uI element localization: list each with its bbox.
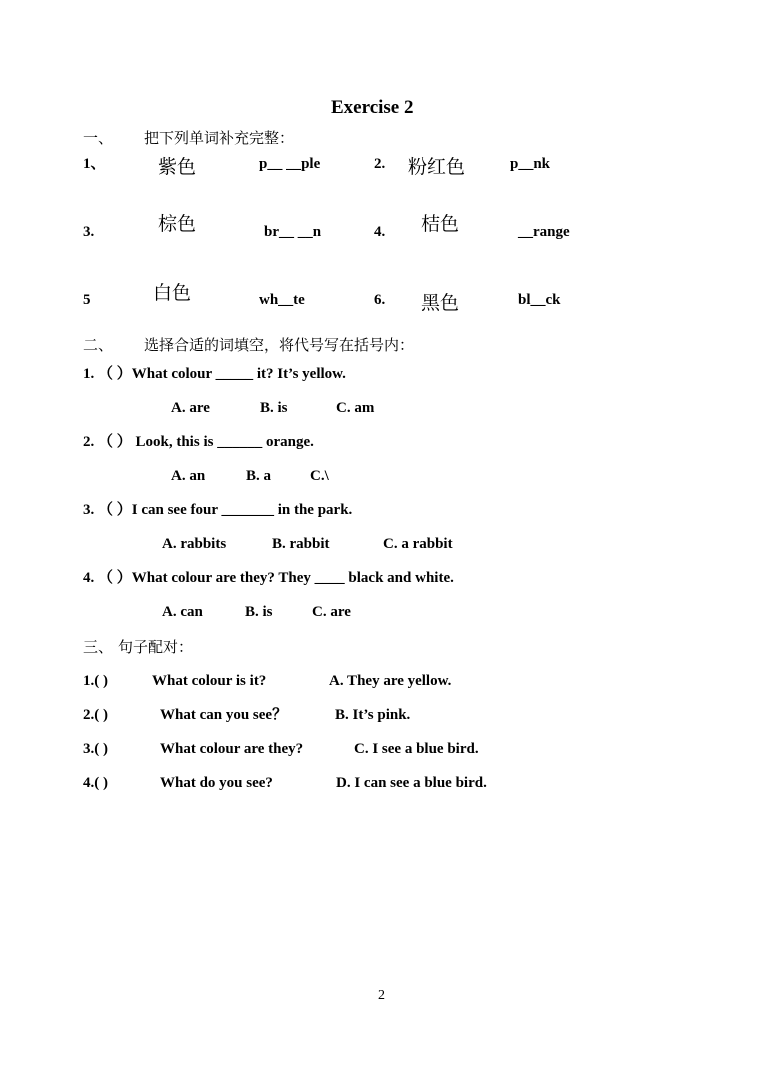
option: B. a <box>246 468 272 484</box>
item-number: 6. <box>374 292 386 308</box>
option: A. rabbits <box>162 536 227 552</box>
item-number: 2. <box>374 156 386 172</box>
match-number: 3.( ) <box>83 741 108 757</box>
option: B. is <box>260 400 288 416</box>
match-question: What do you see? <box>160 775 273 791</box>
incomplete-word: p__ __ple <box>259 156 321 172</box>
chinese-word: 紫色 <box>158 156 197 178</box>
match-question: What can you see？ <box>160 707 288 723</box>
chinese-word: 粉红色 <box>408 156 466 178</box>
question-text: 1. （ ）What colour _____ it? It’s yellow. <box>83 366 346 382</box>
match-question: What colour is it? <box>152 673 267 689</box>
match-answer: C. I see a blue bird. <box>354 741 479 757</box>
match-answer: D. I can see a blue bird. <box>336 775 487 791</box>
option: A. an <box>171 468 206 484</box>
option: C.\ <box>310 468 329 484</box>
option: B. rabbit <box>272 536 330 552</box>
match-question: What colour are they? <box>160 741 304 757</box>
option: C. a rabbit <box>383 536 453 552</box>
match-number: 2.( ) <box>83 707 108 723</box>
chinese-word: 白色 <box>153 282 192 304</box>
question-text: 4. （ ）What colour are they? They ____ black and white. <box>83 570 454 586</box>
item-number: 5 <box>83 292 91 308</box>
match-answer: A. They are yellow. <box>329 673 452 689</box>
page-number: 2 <box>378 988 385 1003</box>
section-2-number: 二、 <box>83 336 114 354</box>
incomplete-word: bl__ck <box>518 292 561 308</box>
incomplete-word: p__nk <box>510 156 551 172</box>
incomplete-word: br__ __n <box>264 224 322 240</box>
option: C. are <box>312 604 351 620</box>
chinese-word: 黑色 <box>421 292 460 314</box>
section-3-heading: 句子配对： <box>118 638 194 656</box>
option: C. am <box>336 400 375 416</box>
section-1-heading: 把下列单词补充完整： <box>144 129 295 147</box>
section-3-number: 三、 <box>83 638 114 656</box>
question-text: 2. （ ） Look, this is ______ orange. <box>83 434 314 450</box>
question-text: 3. （ ）I can see four _______ in the park. <box>83 502 353 518</box>
chinese-word: 桔色 <box>421 213 460 235</box>
match-answer: B. It’s pink. <box>335 707 411 723</box>
option: A. can <box>162 604 203 620</box>
chinese-word: 棕色 <box>158 213 197 235</box>
incomplete-word: wh__te <box>259 292 305 308</box>
item-number: 1、 <box>83 156 106 172</box>
section-2-heading: 选择合适的词填空，将代号写在括号内： <box>144 336 415 354</box>
option: A. are <box>171 400 210 416</box>
match-number: 4.( ) <box>83 775 108 791</box>
section-1-number: 一、 <box>83 129 114 147</box>
item-number: 3. <box>83 224 95 240</box>
incomplete-word: __range <box>518 224 570 240</box>
option: B. is <box>245 604 273 620</box>
item-number: 4. <box>374 224 386 240</box>
match-number: 1.( ) <box>83 673 108 689</box>
page-title: Exercise 2 <box>331 97 414 118</box>
